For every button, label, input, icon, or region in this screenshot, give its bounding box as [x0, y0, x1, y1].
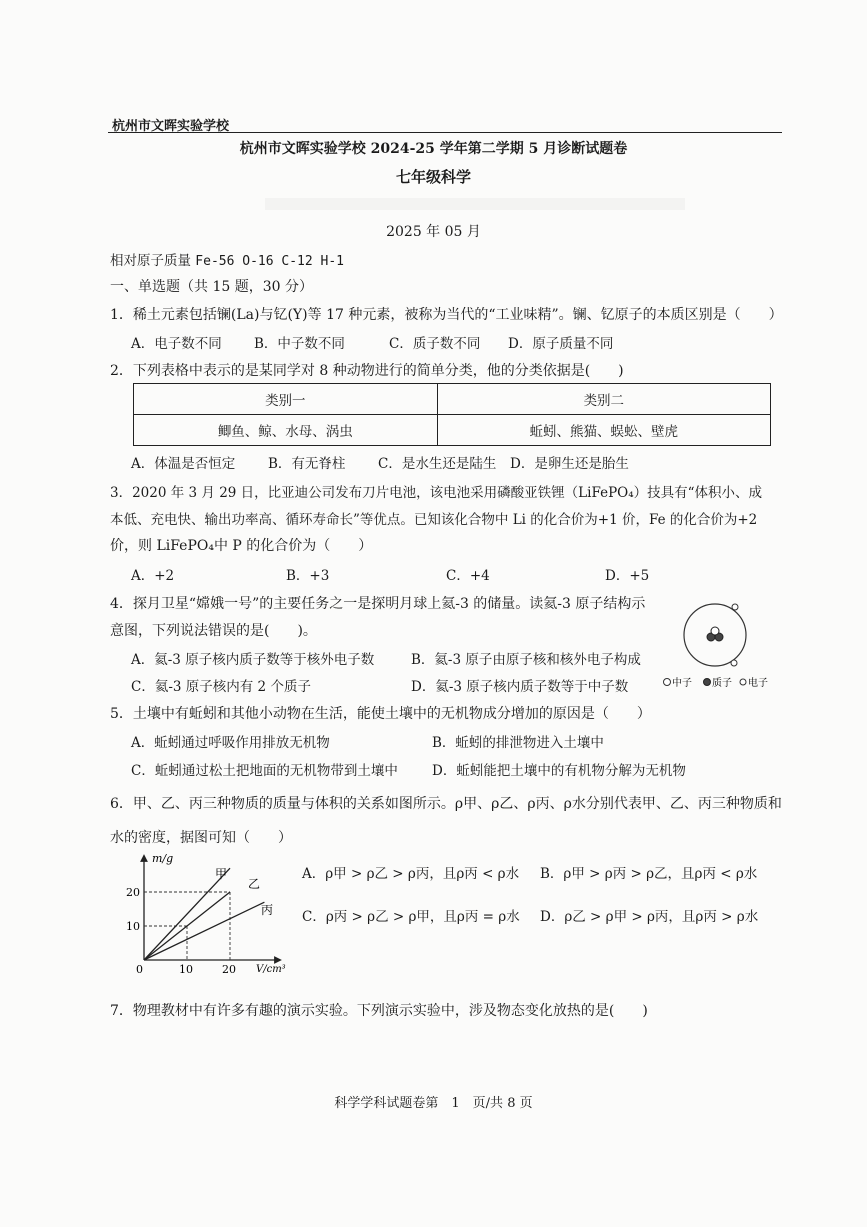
exam-date: 2025 年 05 月 [386, 224, 481, 240]
table-header-cell: 类别二 [437, 384, 770, 415]
q2-option-b: B．有无脊柱 [268, 456, 346, 472]
atomic-mass-label: 相对原子质量 [110, 253, 191, 269]
y-tick-10: 10 [126, 920, 140, 933]
q6-option-c: C．ρ丙 > ρ乙 > ρ甲，且ρ丙 = ρ水 [302, 909, 520, 925]
q3-option-a: A．+2 [131, 568, 175, 584]
q1-option-d: D．原子质量不同 [508, 336, 614, 352]
atomic-mass-values: Fe-56 O-16 C-12 H-1 [195, 254, 345, 269]
q2-stem: 2．下列表格中表示的是某同学对 8 种动物进行的简单分类，他的分类依据是( ) [110, 363, 624, 379]
table-row [134, 415, 771, 446]
q4-stem-line1: 4．探月卫星“嫦娥一号”的主要任务之一是探明月球上氦-3 的储量。读氦-3 原子结构示 [110, 596, 646, 612]
proton-legend-icon [704, 679, 711, 686]
q7-stem: 7．物理教材中有许多有趣的演示实验。下列演示实验中，涉及物态变化放热的是( ) [110, 1003, 648, 1019]
q2-option-c: C．是水生还是陆生 [378, 456, 497, 472]
x-tick-10: 10 [179, 963, 193, 976]
q6-option-d: D．ρ乙 > ρ甲 > ρ丙，且ρ丙 > ρ水 [540, 909, 759, 925]
exam-subtitle: 七年级科学 [395, 168, 471, 186]
legend-proton-label: 质子 [712, 678, 732, 689]
legend-electron-label: 电子 [748, 678, 768, 689]
electron-icon [731, 660, 737, 666]
q3-option-b: B．+3 [286, 568, 330, 584]
q6-stem-line2: 水的密度，据图可知（ ） [110, 830, 292, 846]
header-rule [108, 132, 782, 133]
q5-option-b: B．蚯蚓的排泄物进入土壤中 [432, 735, 604, 751]
page-footer: 科学学科试题卷第 1 页/共 8 页 [334, 1096, 533, 1111]
q5-option-c: C．蚯蚓通过松土把地面的无机物带到土壤中 [131, 763, 398, 779]
q3-option-d: D．+5 [605, 568, 650, 584]
q6-stem-line1: 6．甲、乙、丙三种物质的质量与体积的关系如图所示。ρ甲、ρ乙、ρ丙、ρ水分别代表甲、乙、丙三种物质和 [110, 796, 782, 812]
classification-table [133, 383, 771, 446]
table-header-row [134, 384, 771, 415]
q3-option-c: C．+4 [446, 568, 490, 584]
q5-stem: 5．土壤中有蚯蚓和其他小动物在生活，能使土壤中的无机物成分增加的原因是（ ） [110, 706, 651, 722]
x-tick-20: 20 [222, 963, 236, 976]
table-cell: 鲫鱼、鲸、水母、涡虫 [134, 415, 438, 446]
q4-option-d: D．氦-3 原子核内质子数等于中子数 [411, 679, 629, 695]
blurred-line [265, 198, 685, 210]
line-label-bing: 丙 [261, 903, 274, 917]
y-axis-label: m/g [152, 852, 174, 865]
q4-stem-line2: 意图，下列说法错误的是( )。 [110, 623, 317, 639]
section-title: 一、单选题（共 15 题，30 分） [110, 279, 313, 295]
legend-neutron-label: 中子 [672, 678, 692, 689]
q4-option-a: A．氦-3 原子核内质子数等于核外电子数 [131, 652, 375, 668]
q5-option-a: A．蚯蚓通过呼吸作用排放无机物 [131, 735, 330, 751]
table-cell: 蚯蚓、熊猫、蜈蚣、壁虎 [437, 415, 770, 446]
q1-option-a: A．电子数不同 [131, 336, 222, 352]
q4-option-b: B．氦-3 原子由原子核和核外电子构成 [411, 652, 641, 668]
q1-option-b: B．中子数不同 [254, 336, 345, 352]
y-tick-20: 20 [126, 886, 140, 899]
q2-option-a: A．体温是否恒定 [131, 456, 236, 472]
table-header-cell: 类别一 [134, 384, 438, 415]
q6-option-b: B．ρ甲 > ρ丙 > ρ乙，且ρ丙 < ρ水 [540, 866, 758, 882]
q6-option-a: A．ρ甲 > ρ乙 > ρ丙，且ρ丙 < ρ水 [302, 866, 520, 882]
electron-icon [732, 604, 738, 610]
origin-label: 0 [136, 963, 143, 976]
line-label-yi: 乙 [248, 877, 261, 891]
q1-option-c: C．质子数不同 [389, 336, 481, 352]
electron-legend-icon [740, 679, 746, 685]
exam-title: 杭州市文晖实验学校 2024-25 学年第二学期 5 月诊断试题卷 [239, 141, 628, 157]
q1-stem: 1．稀土元素包括镧(La)与钇(Y)等 17 种元素，被称为当代的“工业味精”。镧、钇原子的本质区别是（ ） [110, 307, 783, 323]
q3-stem-line1: 3．2020 年 3 月 29 日，比亚迪公司发布刀片电池，该电池采用磷酸亚铁锂（LiFePO₄）技具有“体积小、成 [110, 485, 763, 501]
atomic-mass-line [110, 249, 344, 269]
line-label-jia: 甲 [215, 867, 228, 881]
q5-option-d: D．蚯蚓能把土壤中的有机物分解为无机物 [432, 763, 686, 779]
graph-lines [144, 868, 264, 960]
x-axis-label: V/cm³ [256, 964, 286, 975]
neutron-icon [711, 627, 719, 635]
q3-stem-line2: 本低、充电快、输出功率高、循环寿命长”等优点。已知该化合物中 Li 的化合价为+1 价，Fe 的化合价为+2 [110, 512, 758, 528]
series-line-2 [144, 902, 264, 960]
density-graph [118, 850, 293, 980]
q2-option-d: D．是卵生还是胎生 [510, 456, 629, 472]
school-header: 杭州市文晖实验学校 [112, 119, 230, 134]
neutron-legend-icon [664, 679, 671, 686]
q3-stem-line3: 价，则 LiFePO₄中 P 的化合价为（ ） [110, 538, 373, 554]
q4-option-c: C．氦-3 原子核内有 2 个质子 [131, 679, 311, 695]
helium3-atom-diagram [655, 600, 785, 695]
